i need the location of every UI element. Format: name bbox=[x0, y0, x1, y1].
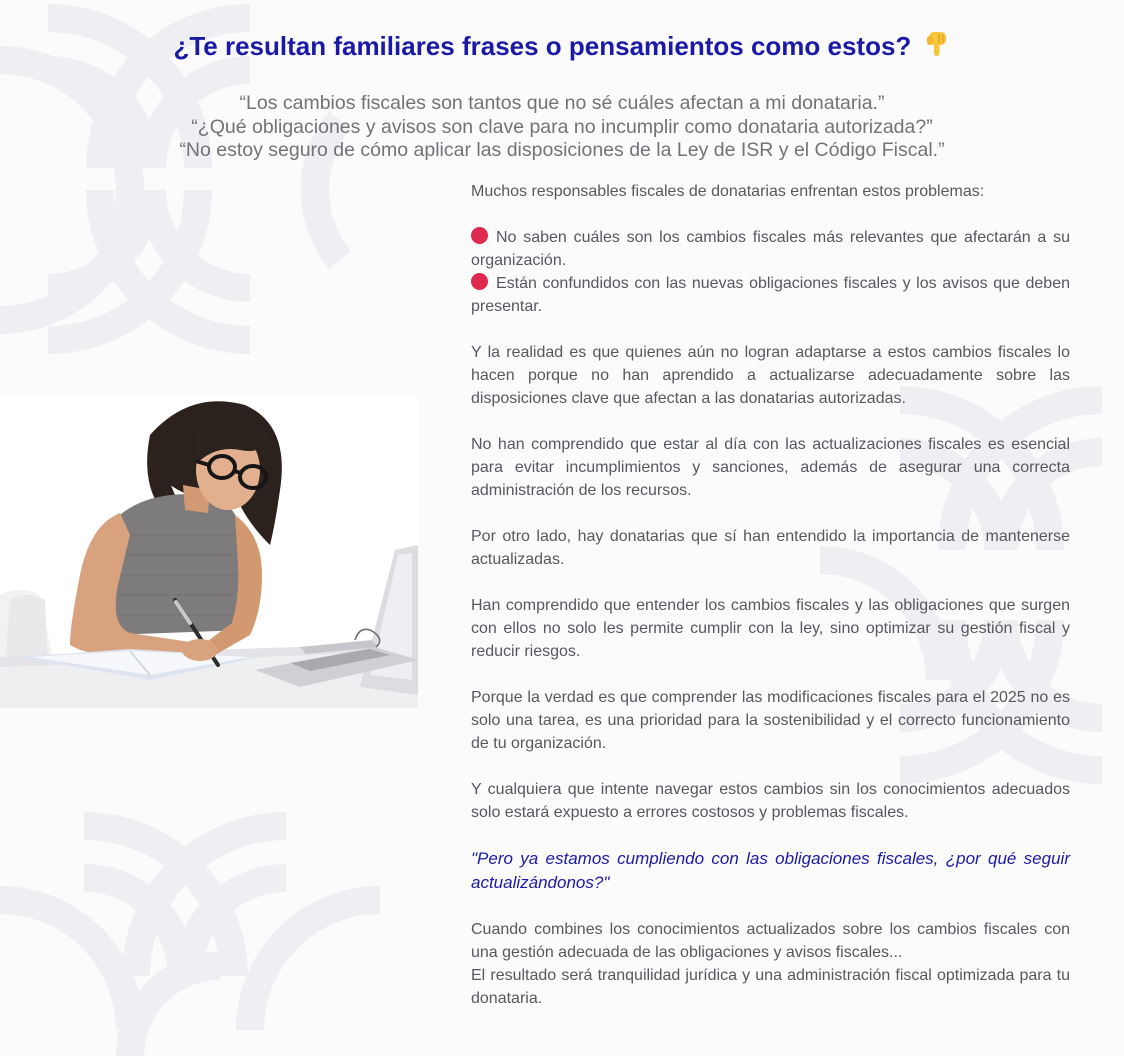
red-circle-icon bbox=[471, 227, 488, 244]
quotes-block bbox=[0, 92, 1124, 163]
page-title bbox=[0, 30, 1124, 65]
page-title-text: ¿Te resultan familiares frases o pensamientos como estos? bbox=[173, 31, 912, 61]
body-paragraph: Y la realidad es que quienes aún no logran adaptarse a estos cambios fiscales lo hacen porque no han aprendido a actualizarse adecuadamente sobre las disposiciones clave que afectan a las donatarias autorizadas. bbox=[471, 344, 1070, 407]
body-paragraph: Han comprendido que entender los cambios fiscales y las obligaciones que surgen con ellos no solo les permite cumplir con la ley, sino optimizar su gestión fiscal y reducir riesgos. bbox=[471, 597, 1070, 660]
body-paragraph: Por otro lado, hay donatarias que sí han entendido la importancia de mantenerse actualizadas. bbox=[471, 528, 1070, 568]
woman-studying-photo bbox=[0, 395, 418, 708]
red-circle-icon bbox=[471, 273, 488, 290]
pointing-down-hand-icon bbox=[925, 30, 951, 65]
closing-paragraph: El resultado será tranquilidad jurídica y una administración fiscal optimizada para tu donataria. bbox=[471, 967, 1070, 1007]
problem-bullet-text: No saben cuáles son los cambios fiscales más relevantes que afectarán a su organización. bbox=[471, 229, 1070, 269]
body-paragraph: No han comprendido que estar al día con las actualizaciones fiscales es esencial para evitar incumplimientos y sanciones, además de asegurar una correcta administración de los recursos. bbox=[471, 436, 1070, 499]
body-paragraph: Y cualquiera que intente navegar estos cambios sin los conocimientos adecuados solo estará expuesto a errores costosos y problemas fiscales. bbox=[471, 781, 1070, 821]
problem-bullet-text: Están confundidos con las nuevas obligaciones fiscales y los avisos que deben presentar. bbox=[471, 275, 1070, 315]
closing-paragraph: Cuando combines los conocimientos actualizados sobre los cambios fiscales con una gestión adecuada de las obligaciones y avisos fiscales... bbox=[471, 921, 1070, 961]
problem-bullet bbox=[471, 226, 1070, 272]
objection-quote: "Pero ya estamos cumpliendo con las obligaciones fiscales, ¿por qué seguir actualizándonos?" bbox=[471, 849, 1070, 892]
quote-line: “Los cambios fiscales son tantos que no sé cuáles afectan a mi donataria.” bbox=[239, 92, 885, 114]
body-paragraph: Porque la verdad es que comprender las modificaciones fiscales para el 2025 no es solo una tarea, es una prioridad para la sostenibilidad y el correcto funcionamiento de tu organización. bbox=[471, 689, 1070, 752]
problem-bullet bbox=[471, 272, 1070, 318]
quote-line: “¿Qué obligaciones y avisos son clave para no incumplir como donataria autorizada?” bbox=[191, 115, 933, 138]
quote-line: “No estoy seguro de cómo aplicar las disposiciones de la Ley de ISR y el Código Fiscal.” bbox=[179, 139, 945, 161]
intro-paragraph: Muchos responsables fiscales de donatarias enfrentan estos problemas: bbox=[471, 183, 985, 200]
body-text bbox=[471, 180, 1070, 1010]
